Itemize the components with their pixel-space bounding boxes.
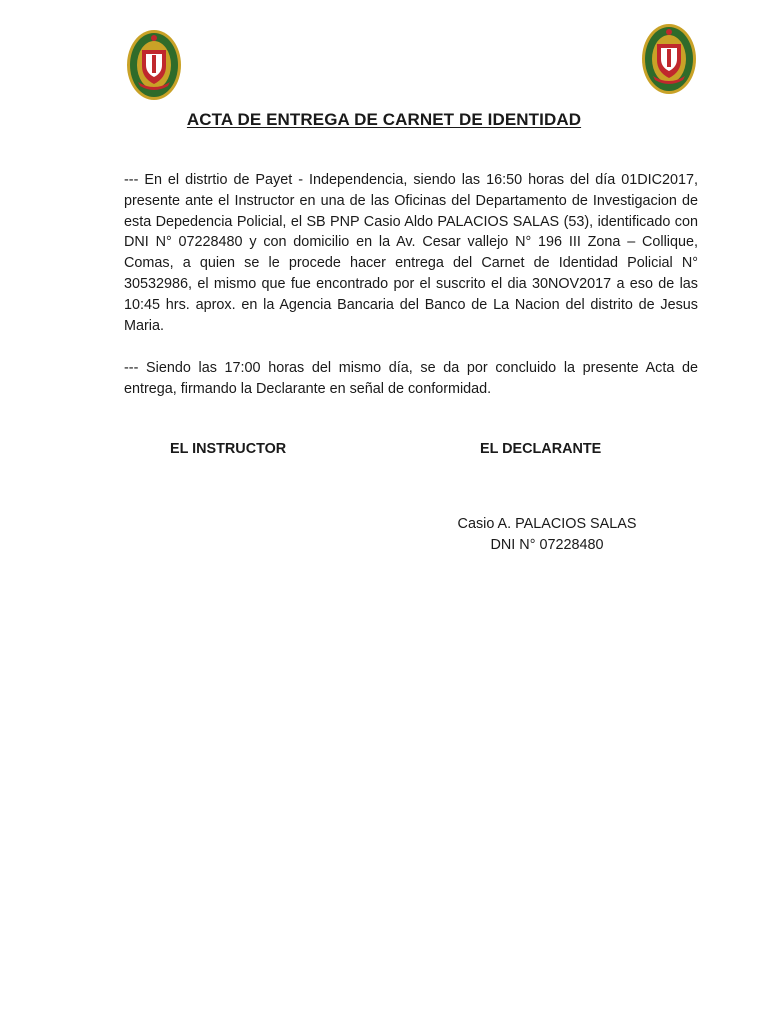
instructor-signature-label: EL INSTRUCTOR: [170, 441, 287, 457]
document-title: ACTA DE ENTREGA DE CARNET DE IDENTIDAD: [186, 110, 582, 129]
declarante-signature-label: EL DECLARANTE: [480, 441, 602, 457]
body-paragraph-1: --- En el distrtio de Payet - Independencia, siendo las 16:50 horas del día 01DIC2017, presente ante el Instructor en una de las Oficinas del Departamento de Investigacion de esta Depedencia Policial, el SB PNP Casio Aldo PALACIOS SALAS (53), identificado con DNI N° 07228480 y con domicilio en la Av. Cesar vallejo N° 196 III Zona – Collique, Comas, a quien se le procede hacer entrega del Carnet de Identidad Policial N° 30532986, el mismo que fue encontrado por el suscrito el dia 30NOV2017 a eso de las 10:45 hrs. aprox. en la Agencia Bancaria del Banco de La Nacion del distrito de Jesus Maria.: [124, 172, 698, 334]
declarante-name: Casio A. PALACIOS SALAS: [457, 516, 637, 532]
body-paragraph-2: --- Siendo las 17:00 horas del mismo día, se da por concluido la presente Acta de entrega, firmando la Declarante en señal de conformidad.: [124, 360, 698, 397]
declarante-dni: DNI N° 07228480: [490, 536, 604, 553]
police-emblem-right-icon: [641, 22, 697, 96]
police-emblem-left-icon: [126, 28, 182, 102]
declarante-signature-block: [420, 514, 674, 555]
